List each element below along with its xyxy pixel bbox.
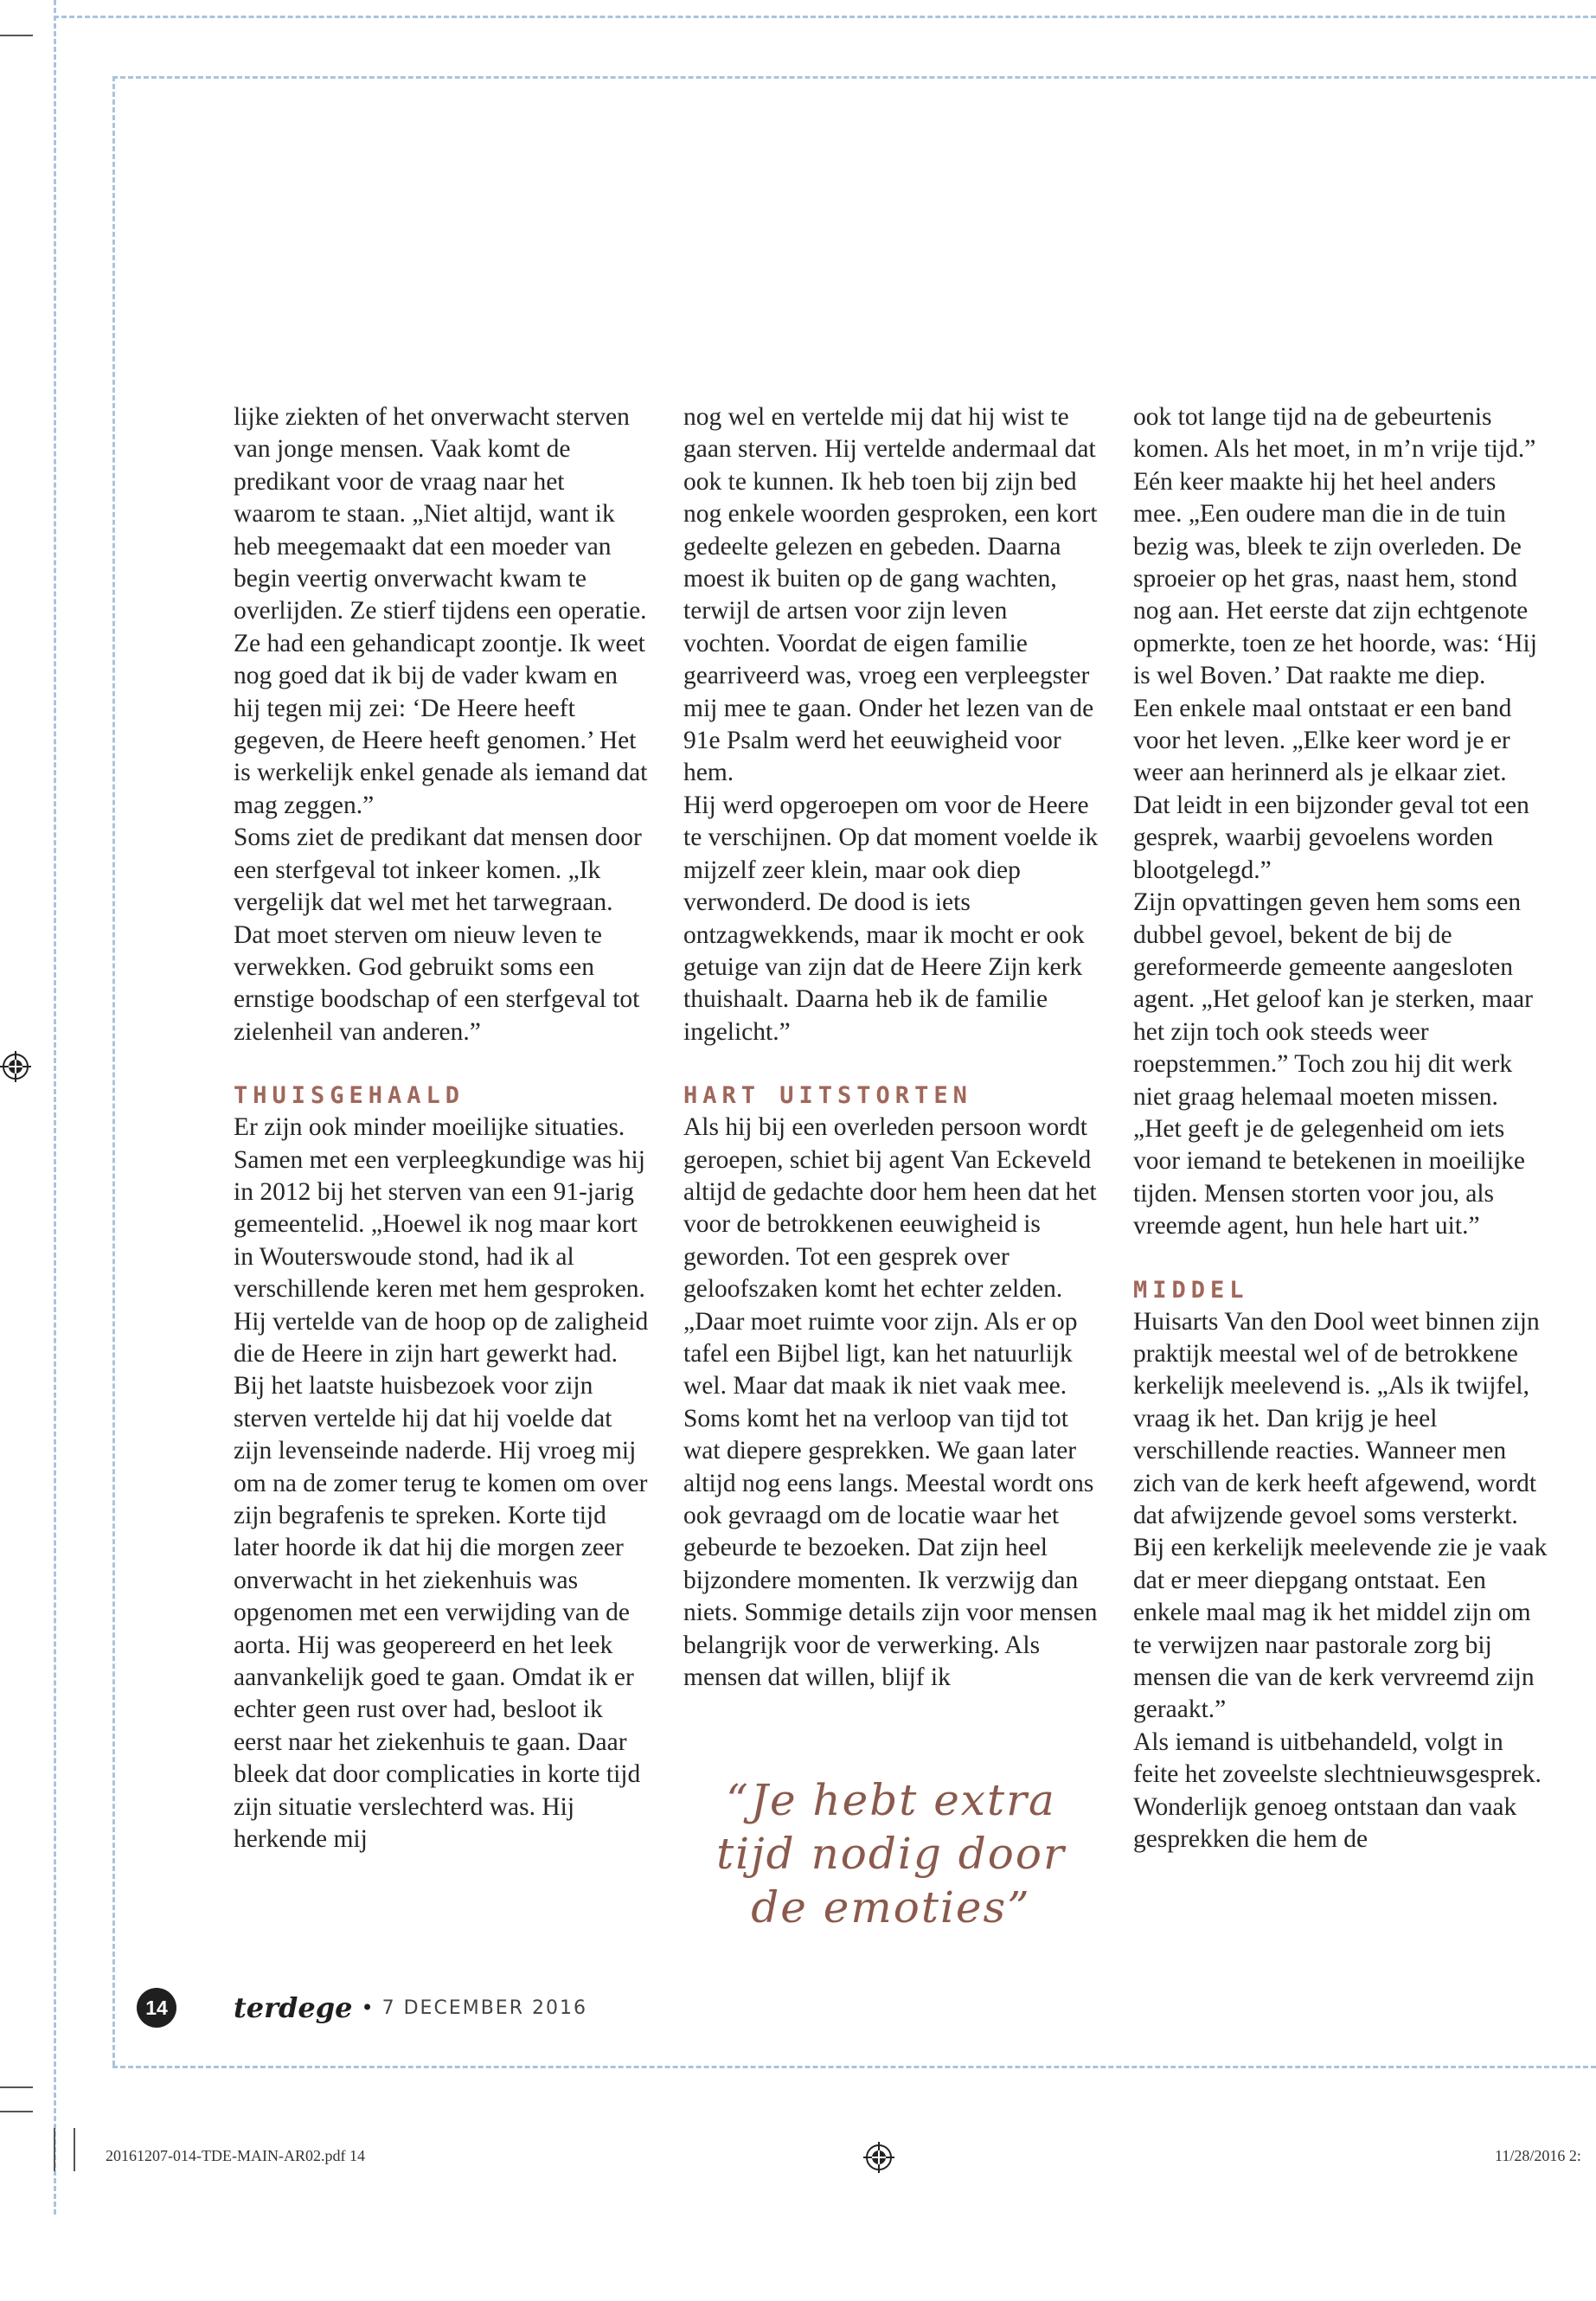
paragraph: ook tot lange tijd na de gebeurtenis komen. Als het moet, in m’n vrije tijd.” (1133, 403, 1536, 464)
top-dashed-guide (54, 16, 1596, 18)
article-column-1 (234, 401, 649, 1856)
paragraph: Zijn opvattingen geven hem soms een dubbel gevoel, bekent de bij de gereformeerde gemeente aangesloten agent. „Het geloof kan je sterken, maar het zijn toch ook steeds weer roepstemmen.” Toch zou hij dit werk niet graag helemaal moeten missen. „Het geeft je de gelegenheid om iets voor iemand te betekenen in moeilijke tijden. Mensen storten voor jou, als vreemde agent, hun hele hart uit.” (1133, 888, 1533, 1240)
inner-left-dashed-guide (112, 76, 115, 2066)
registration-mark-icon (0, 1051, 31, 1082)
crop-mark (74, 2128, 75, 2171)
paragraph: Soms ziet de predikant dat mensen door een sterfgeval tot inkeer komen. „Ik vergelijk dat wel met het tarwegraan. Dat moet sterven om nieuw leven te verwekken. God gebruikt soms een ernstige boodschap of een sterfgeval tot zielenheil van anderen.” (234, 824, 642, 1046)
article-column-2 (683, 401, 1099, 1694)
inner-top-dashed-guide (112, 76, 1596, 79)
paragraph: Hij werd opgeroepen om voor de Heere te verschijnen. Op dat moment voelde ik mijzelf zeer klein, maar ook diep verwonderd. De dood is iets ontzagwekkends, maar ik mocht er ook getuige van zijn dat de Heere Zijn kerk thuishaalt. Daarna heb ik de familie ingelicht.” (683, 791, 1099, 1046)
pull-quote: “Je hebt extra tijd nodig door de emoties” (716, 1775, 1066, 1932)
footer-separator: • (361, 1996, 374, 2020)
paragraph: nog wel en vertelde mij dat hij wist te gaan sterven. Hij vertelde andermaal dat ook te kunnen. Ik heb toen bij zijn bed nog enkele woorden gesproken, een kort gedeelte gelezen en gebeden. Daarna moest ik buiten op de gang wachten, terwijl de artsen voor zijn leven vochten. Voordat de eigen familie gearriveerd was, vroeg een verpleegster mij mee te gaan. Onder het lezen van de 91e Psalm werd het eeuwigheid voor hem. (683, 403, 1098, 787)
page-footer (137, 1988, 587, 2028)
paragraph: Huisarts Van den Dool weet binnen zijn praktijk meestal wel of de betrokkene kerkelijk meelevend is. „Als ik twijfel, vraag ik het. Dan krijg je heel verschillende reacties. Wanneer men zich van de kerk heeft afgewend, wordt dat afwijzende gevoel soms versterkt. Bij een kerkelijk meelevende zie je vaak dat er meer diepgang ontstaat. Een enkele maal mag ik het middel zijn om te verwijzen naar pastorale zorg bij mensen die van de kerk vervreemd zijn geraakt.” (1133, 1307, 1548, 1724)
print-slug-file: 20161207-014-TDE-MAIN-AR02.pdf 14 (106, 2147, 365, 2164)
paragraph: Als hij bij een overleden persoon wordt geroepen, schiet bij agent Van Eckeveld altijd de gedachte door hem heen dat het voor de betrokkenen eeuwigheid is geworden. Tot een gesprek over geloofszaken komt het echter zelden. „Daar moet ruimte voor zijn. Als er op tafel een Bijbel ligt, kan het natuurlijk wel. Maar dat maak ik niet vaak mee. Soms komt het na verloop van tijd tot wat diepere gesprekken. We gaan later altijd nog eens langs. Meestal wordt ons ook gevraagd om de locatie waar het gebeurde te bezoeken. Dat zijn heel bijzondere momenten. Ik verzwijg dan niets. Sommige details zijn voor mensen belangrijk voor de verwerking. Als mensen dat willen, blijf ik (683, 1113, 1098, 1692)
paragraph: Als iemand is uitbehandeld, volgt in feite het zoveelste slechtnieuwsgesprek. Wonderlijk genoeg ontstaan dan vaak gesprekken die hem de (1133, 1727, 1542, 1854)
section-heading: HART UITSTORTEN (683, 1082, 972, 1110)
page-number: 14 (137, 1988, 176, 2028)
article-column-3 (1133, 401, 1548, 1856)
paragraph: lijke ziekten of het onverwacht sterven van jonge mensen. Vaak komt de predikant voor de vraag naar het waarom te staan. „Niet altijd, want ik heb meegemaakt dat een moeder van begin veertig onverwacht kwam te overlijden. Ze stierf tijdens een operatie. Ze had een gehandicapt zoontje. Ik weet nog goed dat ik bij de vader kwam en hij tegen mij zei: ‘De Heere heeft gegeven, de Heere heeft genomen.’ Het is werkelijk enkel genade als iemand dat mag zeggen.” (234, 403, 648, 819)
brand-logo: terdege (234, 1991, 353, 2024)
print-slug-timestamp: 11/28/2016 2: (1495, 2147, 1581, 2164)
crop-mark (0, 2111, 33, 2112)
registration-mark-icon (863, 2142, 894, 2173)
paragraph: Een enkele maal ontstaat er een band voor het leven. „Elke keer word je er weer aan herinnerd als je elkaar ziet. Dat leidt in een bijzonder geval tot een gesprek, waarbij gevoelens worden blootgelegd.” (1133, 694, 1529, 884)
crop-mark (0, 2086, 33, 2088)
left-dashed-guide (54, 0, 56, 2214)
paragraph: Eén keer maakte hij het heel anders mee. „Een oudere man die in de tuin bezig was, bleek te zijn overleden. De sproeier op het gras, naast hem, stond nog aan. Het eerste dat zijn echtgenote opmerkte, toen ze het hoorde, was: ‘Hij is wel Boven.’ Dat raakte me diep. (1133, 467, 1537, 690)
section-heading: MIDDEL (1133, 1276, 1249, 1304)
bottom-dashed-guide (112, 2066, 1596, 2068)
section-heading: THUISGEHAALD (234, 1082, 465, 1110)
crop-mark (0, 35, 33, 36)
paragraph: Er zijn ook minder moeilijke situaties. Samen met een verpleegkundige was hij in 2012 bij het sterven van een 91-jarig gemeentelid. „Hoewel ik nog maar kort in Wouterswoude stond, had ik al verschillende keren met hem gesproken. Hij vertelde van de hoop op de zaligheid die de Heere in zijn hart gewerkt had. Bij het laatste huisbezoek voor zijn sterven vertelde hij dat hij voelde dat zijn levenseinde naderde. Hij vroeg mij om na de zomer terug te komen om over zijn begrafenis te spreken. Korte tijd later hoorde ik dat hij die morgen zeer onverwacht in het ziekenhuis was opgenomen met een verwijding van de aorta. Hij was geopereerd en het leek aanvankelijk goed te gaan. Omdat ik er echter geen rust over had, besloot ik eerst naar het ziekenhuis te gaan. Daar bleek dat door complicaties in korte tijd zijn situatie verslechterd was. Hij herkende mij (234, 1113, 649, 1854)
crop-mark (54, 2128, 55, 2171)
issue-date: 7 DECEMBER 2016 (381, 1997, 587, 2019)
